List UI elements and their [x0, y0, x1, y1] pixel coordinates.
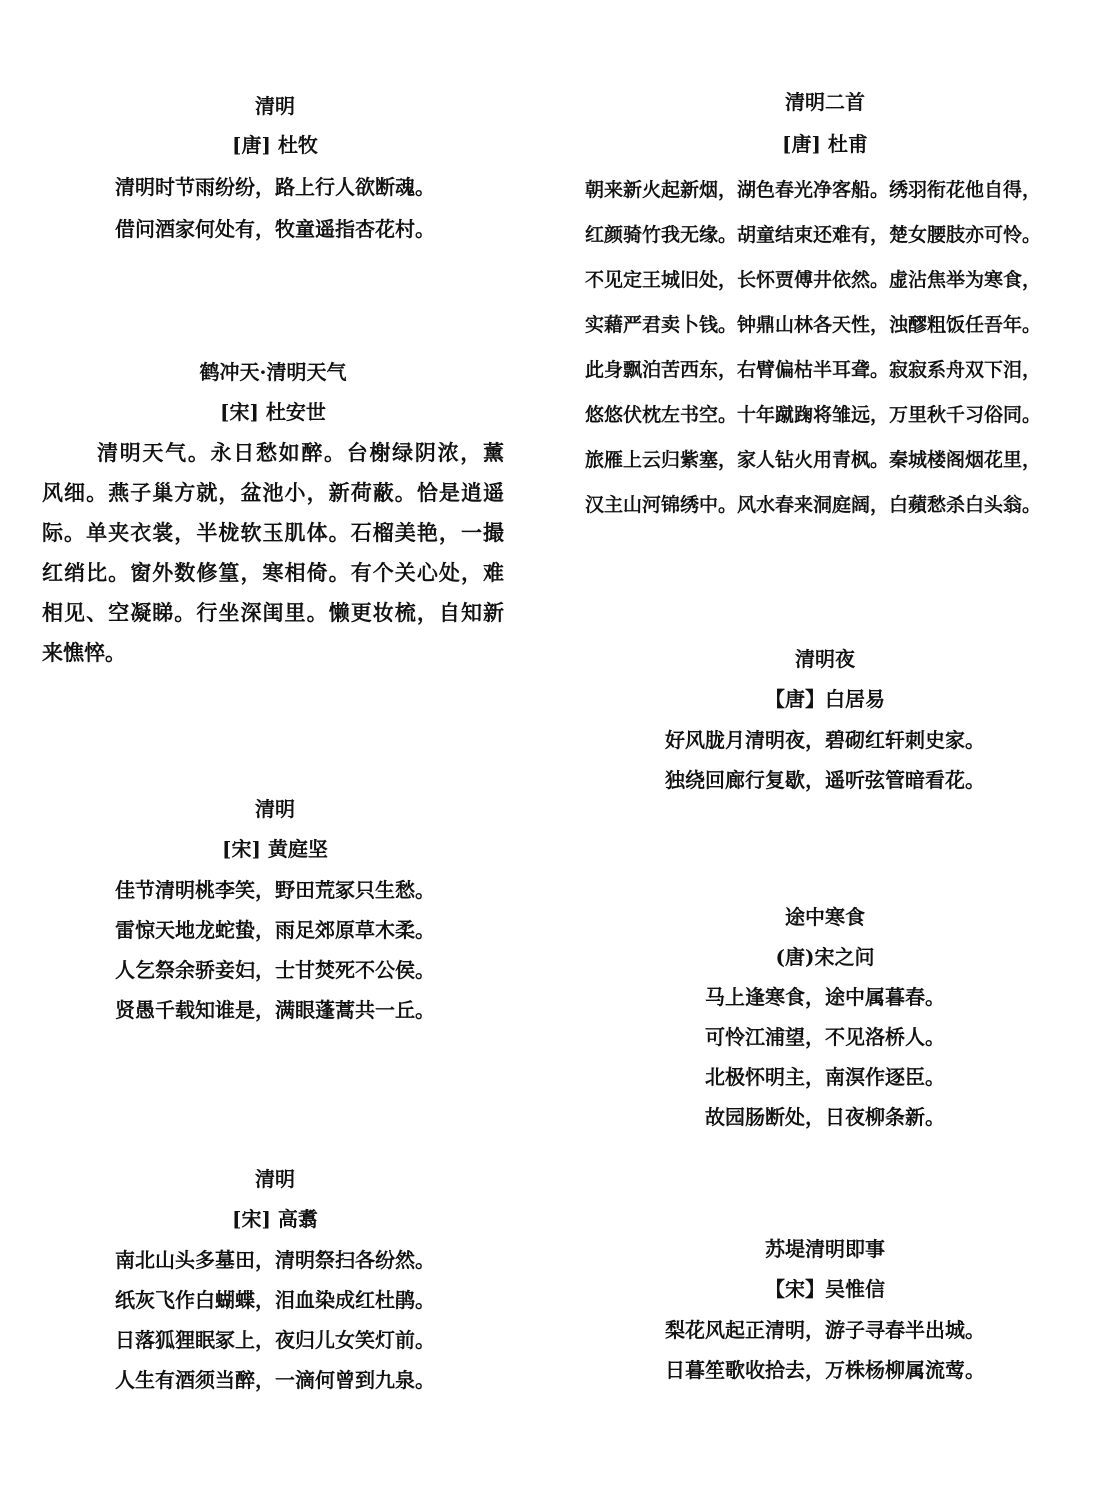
- poem-line: 独绕回廊行复歇，遥听弦管暗看花。: [665, 768, 985, 792]
- poem-line: 马上逢寒食，途中属暮春。: [705, 985, 945, 1009]
- poem-line: 佳节清明桃李笑，野田荒冢只生愁。: [115, 878, 435, 902]
- poem-author: [宋] 黄庭坚: [222, 837, 328, 861]
- poem-line: 借问酒家何处有，牧童遥指杏花村。: [115, 217, 435, 241]
- poem-line: 红绡比。窗外数修篁，寒相倚。有个关心处，难: [42, 560, 504, 585]
- poem-qingmingye: [610, 640, 1040, 800]
- poem-line: 人乞祭余骄妾妇，士甘焚死不公侯。: [115, 958, 435, 982]
- poem-line: 好风胧月清明夜，碧砌红轩刺史家。: [665, 728, 985, 752]
- poem-line: 来憔悴。: [42, 640, 126, 665]
- poem-title: 途中寒食: [785, 905, 865, 929]
- poem-line: 梨花风起正清明，游子寻春半出城。: [665, 1318, 985, 1342]
- poem-line: 贤愚千载知谁是，满眼蓬蒿共一丘。: [115, 998, 435, 1022]
- poem-line: 朝来新火起新烟，湖色春光净客船。绣羽衔花他自得，: [585, 179, 1042, 201]
- poem-author: 【唐】白居易: [765, 687, 885, 711]
- poem-line: 红颜骑竹我无缘。胡童结束还难有，楚女腰肢亦可怜。: [585, 224, 1042, 246]
- poem-author: 【宋】吴惟信: [765, 1277, 885, 1301]
- poem-title: 苏堤清明即事: [765, 1237, 885, 1261]
- poem-author: (唐)宋之问: [775, 945, 875, 969]
- poem-line: 雷惊天地龙蛇蛰，雨足郊原草木柔。: [115, 918, 435, 942]
- poem-author: [宋] 高翥: [232, 1207, 318, 1231]
- poem-title: 清明二首: [785, 90, 865, 114]
- poem-line: 北极怀明主，南溟作逐臣。: [705, 1065, 945, 1089]
- poem-line: 清明天气。永日愁如醉。台榭绿阴浓，薰: [97, 440, 504, 465]
- poem-author: [唐] 杜牧: [232, 133, 318, 157]
- poem-line: 人生有酒须当醉，一滴何曾到九泉。: [115, 1368, 435, 1392]
- poem-title: 鹤冲天·清明天气: [199, 360, 347, 384]
- poem-sudiqingming: [610, 1230, 1040, 1390]
- poem-hechongtian: [42, 353, 504, 673]
- poem-line: 悠悠伏枕左书空。十年蹴踘将雏远，万里秋千习俗同。: [585, 404, 1042, 426]
- poem-qingming-gaozhu: [60, 1160, 490, 1400]
- poem-tuzhonghanshi: [610, 897, 1040, 1137]
- poem-line: 此身飘泊苦西东，右臂偏枯半耳聋。寂寂系舟双下泪，: [585, 359, 1042, 381]
- poem-line: 南北山头多墓田，清明祭扫各纷然。: [115, 1248, 435, 1272]
- poem-title: 清明: [255, 94, 295, 118]
- poem-title: 清明: [255, 1167, 295, 1191]
- poem-author: [唐] 杜甫: [782, 132, 868, 156]
- poem-line: 可怜江浦望，不见洛桥人。: [705, 1025, 945, 1049]
- poem-qingming-erhou: [585, 84, 1065, 528]
- poem-line: 清明时节雨纷纷，路上行人欲断魂。: [115, 175, 435, 199]
- poem-author: [宋] 杜安世: [220, 400, 326, 424]
- poem-line: 风细。燕子巢方就，盆池小，新荷蔽。恰是逍遥: [42, 480, 504, 505]
- poem-line: 相见、空凝睇。行坐深闺里。懒更妆梳，自知新: [42, 600, 504, 625]
- poem-line: 实藉严君卖卜钱。钟鼎山林各天性，浊醪粗饭任吾年。: [585, 314, 1042, 336]
- poem-line: 不见定王城旧处，长怀贾傅井依然。虚沾焦举为寒食，: [585, 269, 1042, 291]
- poem-line: 故园肠断处，日夜柳条新。: [705, 1105, 945, 1129]
- poem-qingming-huangtingjian: [60, 790, 490, 1030]
- poem-line: 际。单夹衣裳，半栊软玉肌体。石榴美艳，一撮: [42, 520, 504, 545]
- poem-qingming-dumu: [60, 88, 490, 250]
- poem-line: 汉主山河锦绣中。风水春来洞庭阔，白蘋愁杀白头翁。: [585, 494, 1042, 516]
- poem-body: [42, 433, 504, 673]
- poem-line: 纸灰飞作白蝴蝶，泪血染成红杜鹃。: [115, 1288, 435, 1312]
- poem-title: 清明夜: [795, 647, 855, 671]
- poem-line: 旅雁上云归紫塞，家人钻火用青枫。秦城楼阁烟花里，: [585, 449, 1042, 471]
- poem-line: 日落狐狸眠冢上，夜归儿女笑灯前。: [115, 1328, 435, 1352]
- poem-title: 清明: [255, 797, 295, 821]
- poem-line: 日暮笙歌收拾去，万株杨柳属流莺。: [665, 1358, 985, 1382]
